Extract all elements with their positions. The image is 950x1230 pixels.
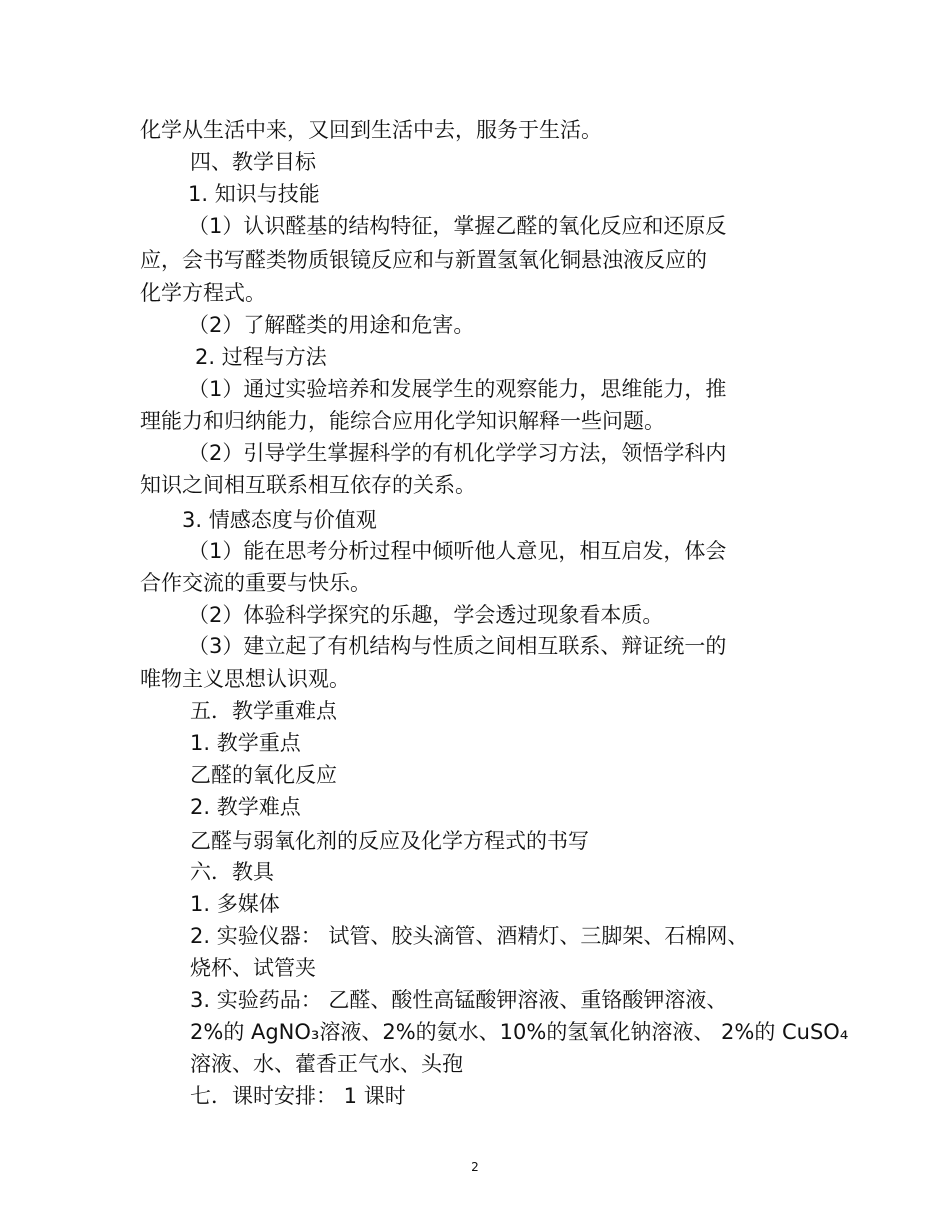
text-line: 化学从生活中来，又回到生活中去，服务于生活。 [140,118,602,142]
text-line: （3）建立起了有机结构与性质之间相互联系、辩证统一的 [188,634,727,658]
section-heading: 六．教具 [190,860,274,884]
text-line: 合作交流的重要与快乐。 [140,571,371,595]
text-line: 知识之间相互联系相互依存的关系。 [140,473,476,497]
text-line: 2%的 AgNO₃溶液、2%的氨水、10%的氢氧化钠溶液、 2%的 CuSO₄ [190,1020,849,1044]
text-line: 乙醛与弱氧化剂的反应及化学方程式的书写 [190,829,589,853]
text-line: 3. 实验药品： 乙醛、酸性高锰酸钾溶液、重铬酸钾溶液、 [190,988,728,1012]
page-number: 2 [471,1160,479,1174]
text-line: （1）认识醛基的结构特征，掌握乙醛的氧化反应和还原反 [188,214,727,238]
text-line: 1. 多媒体 [190,892,280,916]
text-line: （1）能在思考分析过程中倾听他人意见，相互启发，体会 [188,539,727,563]
text-line: 溶液、水、藿香正气水、头孢 [190,1052,463,1076]
text-line: （2）体验科学探究的乐趣，学会透过现象看本质。 [188,603,664,627]
section-heading: 五．教学重难点 [190,699,337,723]
subsection-heading: 2. 过程与方法 [195,345,327,369]
subsection-heading: 1. 知识与技能 [188,182,320,206]
text-line: （2）引导学生掌握科学的有机化学学习方法，领悟学科内 [188,441,727,465]
text-line: 应，会书写醛类物质银镜反应和与新置氢氧化铜悬浊液反应的 [140,248,707,272]
text-line: 唯物主义思想认识观。 [140,667,350,691]
subsection-heading: 2. 教学难点 [190,795,301,819]
subsection-heading: 3. 情感态度与价值观 [182,508,377,532]
text-line: （2）了解醛类的用途和危害。 [188,313,475,337]
text-line: 理能力和归纳能力，能综合应用化学知识解释一些问题。 [140,409,665,433]
text-line: 烧杯、试管夹 [190,956,316,980]
text-line: （1）通过实验培养和发展学生的观察能力，思维能力，推 [188,377,727,401]
text-line: 乙醛的氧化反应 [190,763,337,787]
subsection-heading: 1. 教学重点 [190,731,301,755]
section-heading: 七．课时安排： 1 课时 [190,1084,406,1108]
text-line: 化学方程式。 [140,281,266,305]
text-line: 2. 实验仪器： 试管、胶头滴管、酒精灯、三脚架、石棉网、 [190,924,749,948]
section-heading: 四、教学目标 [190,150,316,174]
